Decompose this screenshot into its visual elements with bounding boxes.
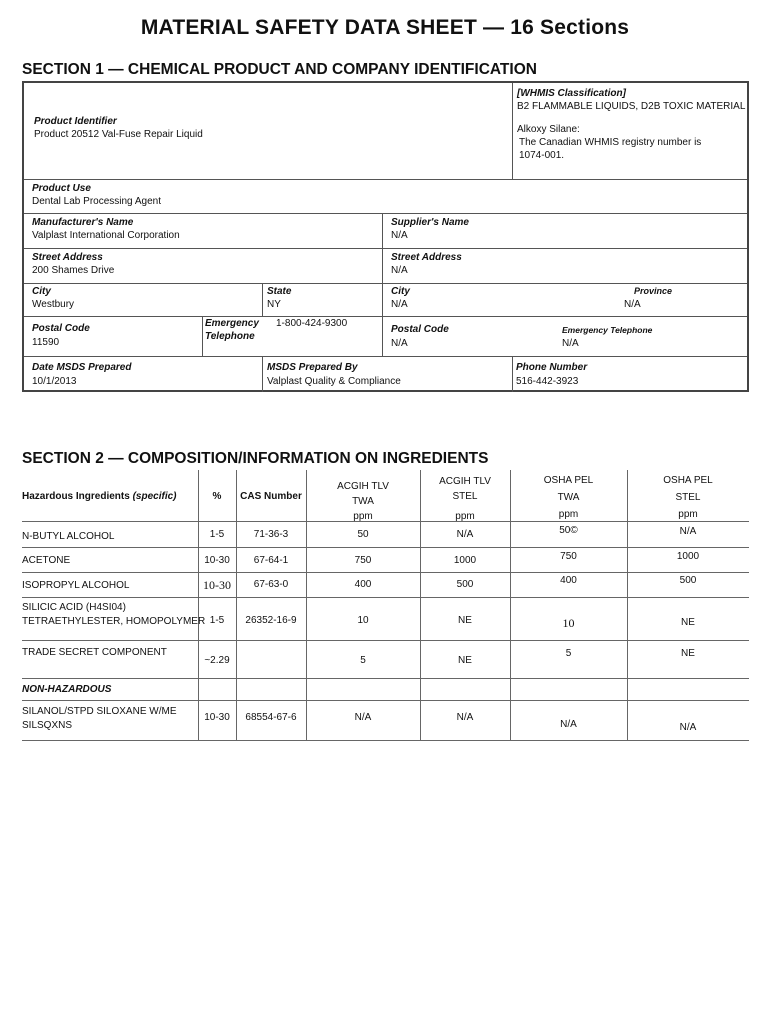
section1-table — [22, 81, 749, 392]
phone-value: 516-442-3923 — [516, 376, 579, 387]
row-1-name: ACETONE — [22, 555, 71, 566]
row-5-stel: N/A — [456, 712, 474, 723]
row-5-osha-stel: N/A — [679, 722, 697, 733]
postal-value: 11590 — [32, 337, 60, 348]
row-5-name-cell — [22, 705, 176, 733]
row-2-cas: 67-63-0 — [253, 579, 289, 590]
section1-heading: SECTION 1 — CHEMICAL PRODUCT AND COMPANY IDENTIFICATION — [22, 61, 537, 78]
emergency-label-2: Telephone — [205, 331, 255, 342]
supplier-name-label: Supplier's Name — [391, 217, 469, 228]
header-osha-twa-3: ppm — [558, 509, 579, 520]
emergency-label-1: Emergency — [205, 318, 259, 329]
header-acgih-stel-2: STEL — [452, 491, 478, 502]
supplier-street-cell — [391, 252, 462, 276]
date-cell — [32, 362, 131, 387]
header-acgih-stel — [420, 474, 510, 524]
prepared-by-value: Valplast Quality & Compliance — [267, 376, 401, 387]
prepared-by-label: MSDS Prepared By — [267, 362, 358, 373]
alkoxy-line3: 1074-001. — [519, 150, 565, 161]
row-3-osha-twa: 10 — [562, 616, 575, 630]
non-hazardous-label: NON-HAZARDOUS — [22, 684, 112, 695]
phone-label: Phone Number — [516, 362, 588, 373]
supplier-postal-cell — [391, 324, 449, 349]
row-0-osha-stel: N/A — [679, 526, 697, 537]
row-2-osha-stel: 500 — [679, 575, 697, 586]
header-osha-stel — [627, 473, 749, 522]
document-title: MATERIAL SAFETY DATA SHEET — 16 Sections — [140, 16, 630, 39]
row-5-pct: 10-30 — [204, 712, 230, 723]
supplier-emergency-label: Emergency Telephone — [562, 325, 653, 335]
phone-cell — [516, 362, 587, 387]
header-acgih-twa-1: ACGIH TLV — [337, 481, 389, 492]
manufacturer-cell — [32, 217, 180, 241]
row-3-cas: 26352-16-9 — [245, 615, 297, 626]
product-use-label: Product Use — [32, 183, 91, 194]
state-value: NY — [267, 299, 281, 310]
postal-label: Postal Code — [32, 323, 90, 334]
prepared-by-cell — [267, 362, 401, 387]
row-3-twa: 10 — [357, 615, 369, 626]
header-acgih-stel-3: ppm — [455, 511, 475, 522]
supplier-name-value: N/A — [391, 230, 408, 241]
supplier-postal-label: Postal Code — [391, 324, 449, 335]
row-5-osha-twa: N/A — [560, 719, 577, 730]
whmis-label: [WHMIS Classification] — [517, 88, 626, 99]
manufacturer-name-label: Manufacturer's Name — [32, 217, 134, 228]
postal-cell — [32, 323, 90, 348]
street-value: 200 Shames Drive — [32, 265, 115, 276]
supplier-emergency-cell — [562, 325, 652, 349]
row-3-pct: 1-5 — [209, 615, 225, 626]
supplier-street-label: Street Address — [391, 252, 462, 263]
street-label: Street Address — [32, 252, 103, 263]
header-acgih-twa-2: TWA — [352, 496, 374, 507]
province-label: Province — [634, 286, 673, 296]
row-4-osha-stel: NE — [681, 648, 695, 659]
emergency-value: 1-800-424-9300 — [276, 318, 348, 329]
row-4-pct: ~2.29 — [204, 655, 230, 666]
row-1-stel: 1000 — [453, 555, 477, 566]
city-value: Westbury — [32, 299, 75, 310]
row-2-name: ISOPROPYL ALCOHOL — [22, 580, 130, 591]
street-cell — [32, 252, 114, 276]
row-0-cas: 71-36-3 — [253, 529, 289, 540]
header-acgih-twa-3: ppm — [353, 511, 373, 522]
row-4-twa: 5 — [360, 655, 366, 666]
row-0-stel: N/A — [456, 529, 474, 540]
product-use-cell — [32, 183, 161, 207]
row-3-stel: NE — [458, 615, 472, 626]
row-4-stel: NE — [458, 655, 472, 666]
province-cell — [624, 286, 672, 310]
alkoxy-line2: The Canadian WHMIS registry number is — [519, 137, 702, 148]
row-2-stel: 500 — [456, 579, 474, 590]
date-label: Date MSDS Prepared — [32, 362, 132, 373]
emergency-cell — [205, 318, 259, 342]
row-0-twa: 50 — [357, 529, 369, 540]
product-identifier-cell — [34, 116, 203, 140]
row-2-twa: 400 — [354, 579, 372, 590]
header-osha-twa-1: OSHA PEL — [543, 475, 594, 486]
ingredients-table — [22, 470, 749, 740]
city-cell — [32, 286, 74, 310]
supplier-city-cell — [391, 286, 410, 310]
header-percent: % — [212, 491, 222, 502]
section2-heading: SECTION 2 — COMPOSITION/INFORMATION ON INGREDIENTS — [22, 450, 489, 467]
row-1-osha-stel: 1000 — [676, 551, 700, 562]
row-1-twa: 750 — [354, 555, 372, 566]
row-2-osha-twa: 400 — [560, 575, 577, 586]
supplier-emergency-value: N/A — [562, 338, 579, 349]
header-ingredient-label: Hazardous Ingredients — [22, 491, 130, 502]
product-identifier-label: Product Identifier — [34, 116, 117, 127]
alkoxy-line1: Alkoxy Silane: — [517, 124, 580, 135]
supplier-city-value: N/A — [391, 299, 408, 310]
row-0-osha-twa: 50© — [559, 525, 578, 536]
header-ingredient — [22, 491, 177, 502]
date-value: 10/1/2013 — [32, 376, 77, 387]
city-label: City — [32, 286, 51, 297]
row-5-twa: N/A — [354, 712, 372, 723]
row-3-osha-stel: NE — [681, 617, 695, 628]
header-acgih-twa — [306, 479, 420, 524]
province-value: N/A — [624, 299, 641, 310]
row-0-pct: 1-5 — [209, 529, 225, 540]
row-5-name2: SILSQXNS — [22, 720, 73, 731]
state-label: State — [267, 286, 292, 297]
manufacturer-name-value: Valplast International Corporation — [32, 230, 180, 241]
row-3-name: SILICIC ACID (H4SI04) — [22, 602, 126, 613]
header-osha-twa — [510, 473, 627, 522]
header-osha-stel-1: OSHA PEL — [663, 475, 713, 486]
header-cas: CAS Number — [240, 491, 302, 502]
row-5-name: SILANOL/STPD SILOXANE W/ME — [22, 706, 177, 717]
row-0-name: N-BUTYL ALCOHOL — [22, 531, 115, 542]
header-osha-stel-3: ppm — [678, 509, 698, 520]
supplier-city-label: City — [391, 286, 410, 297]
state-cell — [267, 286, 291, 310]
row-3-name-cell — [22, 601, 205, 629]
header-osha-stel-2: STEL — [675, 492, 701, 503]
row-1-cas: 67-64-1 — [253, 555, 289, 566]
row-4-name: TRADE SECRET COMPONENT — [22, 647, 167, 658]
row-2-pct: 10-30 — [203, 578, 231, 592]
header-osha-twa-2: TWA — [557, 492, 580, 503]
supplier-postal-value: N/A — [391, 338, 408, 349]
whmis-value: B2 FLAMMABLE LIQUIDS, D2B TOXIC MATERIAL — [517, 101, 746, 112]
supplier-cell — [391, 217, 469, 241]
product-identifier-value: Product 20512 Val-Fuse Repair Liquid — [34, 129, 203, 140]
row-4-osha-twa: 5 — [565, 648, 572, 659]
supplier-street-value: N/A — [391, 265, 408, 276]
row-1-pct: 10-30 — [204, 555, 230, 566]
row-3-name2: TETRAETHYLESTER, HOMOPOLYMER — [22, 616, 206, 627]
header-ingredient-spec: (specific) — [132, 491, 177, 502]
product-use-value: Dental Lab Processing Agent — [32, 196, 161, 207]
row-1-osha-twa: 750 — [560, 551, 577, 562]
whmis-cell — [517, 88, 745, 161]
header-acgih-stel-1: ACGIH TLV — [439, 476, 491, 487]
row-5-cas: 68554-67-6 — [245, 712, 297, 723]
